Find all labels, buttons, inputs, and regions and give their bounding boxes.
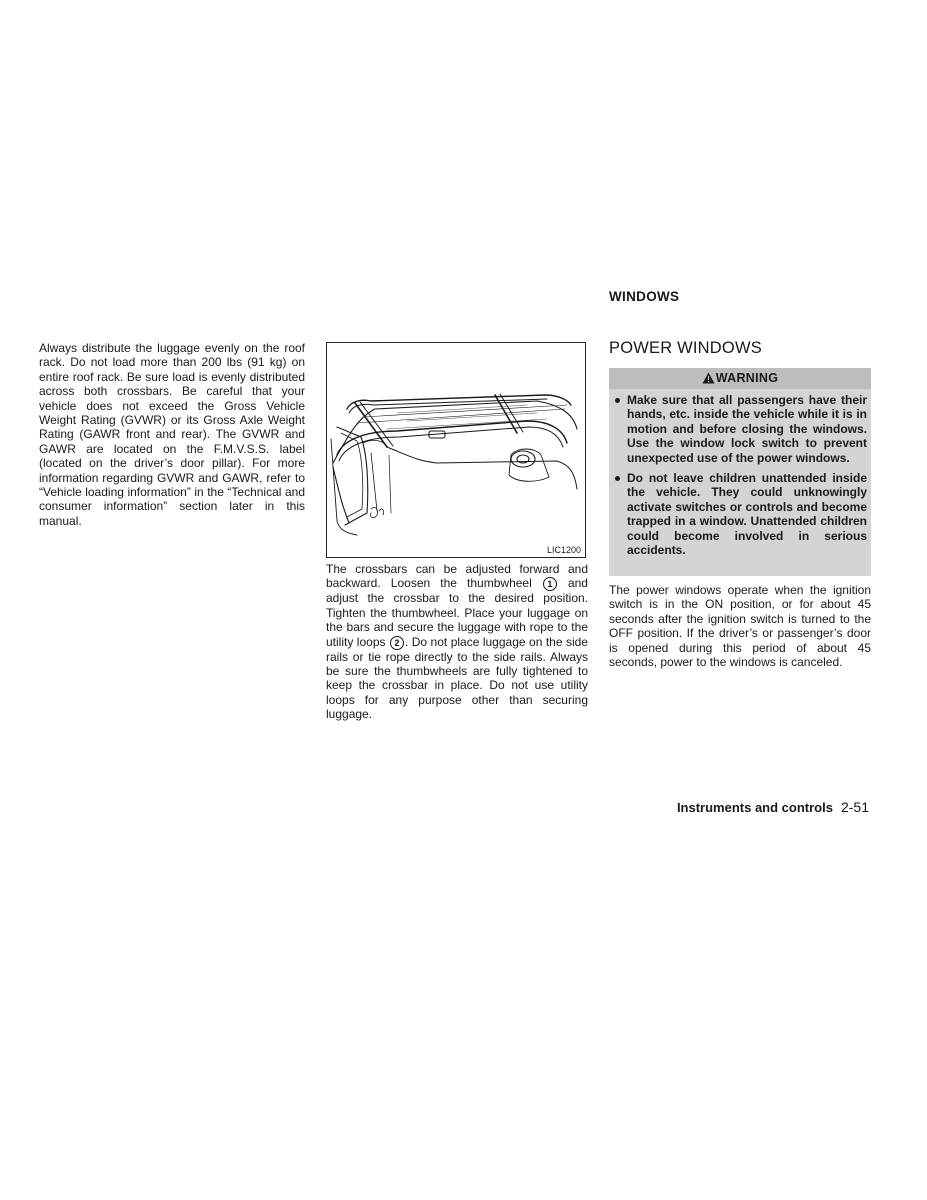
power-windows-paragraph: The power windows operate when the ignition switch is in the ON position, or for about 45 seconds after the ignition switch is turned to the OFF position. If the driver’s or passenger’s door is opened during this period of about 45 seconds, power to the windows is canceled. [609,583,871,670]
crossbar-text-part-1: The crossbars can be adjusted forward and backward. Loosen the thumbwheel [326,562,588,591]
page-number: 2-51 [840,799,869,815]
crossbar-adjustment-paragraph [326,562,588,722]
roof-rack-load-paragraph: Always distribute the luggage evenly on the roof rack. Do not load more than 200 lbs (91 kg) on entire roof rack. Be sure load is evenly distributed across both crossbars. Be careful that your vehicle does not exceed the Gross Vehicle Weight Rating (GVWR) or its Gross Axle Weight Rating (GAWR front and rear). The GVWR and GAWR are located on the F.M.V.S.S. label (located on the driver’s door pillar). For more information regarding GVWR and GAWR, refer to “Vehicle loading information” in the “Technical and consumer information” section later in this manual. [39,341,305,528]
warning-box [609,368,871,576]
roof-rack-load-column [39,341,305,528]
warning-item: Do not leave children unattended inside the vehicle. They could unknowingly activate switches or controls and become trapped in a window. Unattended children could become involved in serious accidents. [609,471,867,557]
crossbar-text-part-2: and adjust the crossbar to the desired position. Tighten the thumbwheel. Place your luggage on the bars and secure the luggage with rope to the utility loops [326,576,588,649]
crossbar-text-part-3: . Do not place luggage on the side rails or tie rope directly to the side rails. Always be sure the thumbwheels are fully tightened to keep the crossbar in place. Do not use utility loops for any purpose other than securing luggage. [326,634,588,722]
warning-item: Make sure that all passengers have their hands, etc. inside the vehicle while it is in motion and before closing the windows. Use the window lock switch to prevent unexpected use of the power windows. [609,393,867,465]
callout-marker-2: 2 [390,636,404,650]
warning-title-bar [609,368,871,389]
callout-marker-1: 1 [543,577,557,591]
section-heading: WINDOWS [609,289,680,304]
crossbar-adjustment-column [326,562,588,722]
figure-code-label: LIC1200 [546,545,581,555]
roof-rack-illustration [326,342,586,558]
subsection-heading: POWER WINDOWS [609,339,762,357]
power-windows-column [609,583,871,669]
page-footer [677,799,869,815]
footer-section-title: Instruments and controls [676,800,833,815]
warning-triangle-icon [702,370,715,391]
warning-title: WARNING [715,371,779,385]
roof-rack-drawing [327,343,585,557]
warning-list [609,389,871,557]
